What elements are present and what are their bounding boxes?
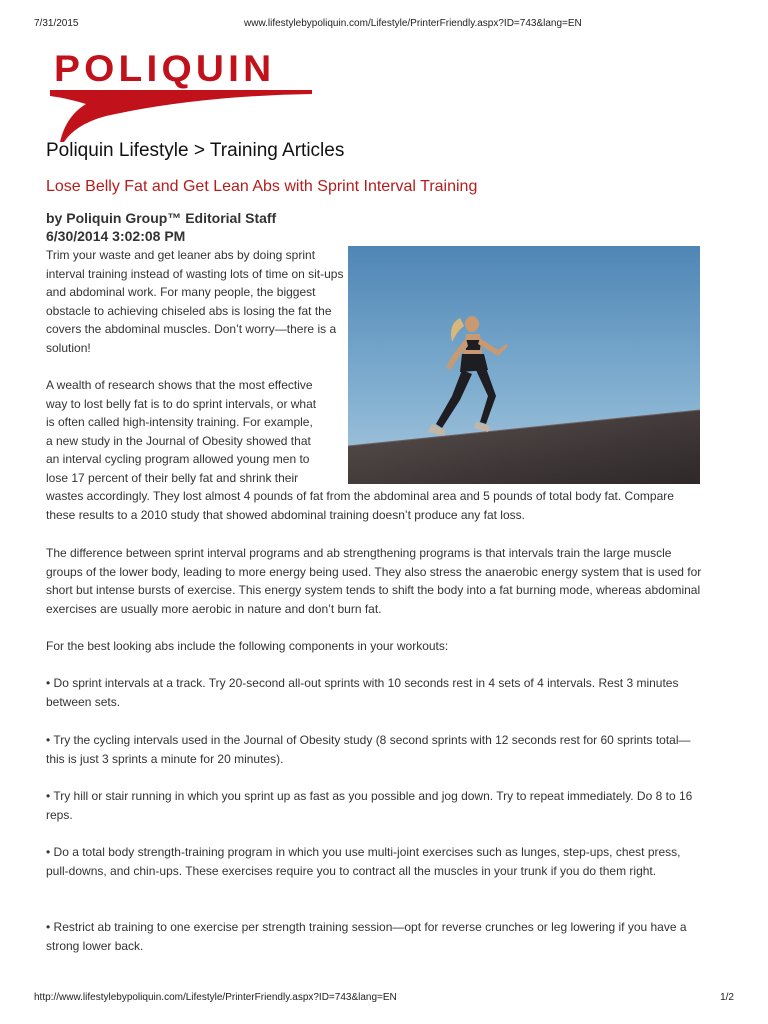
paragraph-line: lose 17 percent of their belly fat and shrink their [46, 470, 299, 485]
bullet-item: • Try hill or stair running in which you sprint up as fast as you possible and jog down. Try to repeat immediately. Do 8 to 16 reps. [46, 789, 693, 822]
article-title: Lose Belly Fat and Get Lean Abs with Sprint Interval Training [46, 178, 478, 195]
paragraph-difference: The difference between sprint interval programs and ab strengthening programs is that intervals train the large muscle groups of the lower body, leading to more energy being used. They also stress the anaerobic energy system that is used for short but intense bursts of exercise. This energy system tends to shift the body into a fat burning mode, whereas abdominal exercises are usually more aerobic in nature and don’t burn fat. [46, 546, 702, 616]
bullet-item: • Do a total body strength-training program in which you use multi-joint exercises such as lunges, step-ups, chest press, pull-downs, and chin-ups. These exercises require you to contract all the muscles in your trunk if you do them right. [46, 845, 681, 878]
paragraph-line: A wealth of research shows that the most effective [46, 378, 313, 392]
print-footer [34, 992, 734, 1006]
byline [46, 209, 276, 245]
paragraph-research-continued: wastes accordingly. They lost almost 4 pounds of fat from the abdominal area and 5 pounds of total body fat. Compare these results to a 2010 study that showed abdominal training doesn’t produce any fat loss. [46, 489, 674, 522]
print-header [34, 18, 734, 32]
page-number: 1/2 [720, 992, 734, 1003]
paragraph-line: a new study in the Journal of Obesity showed that [46, 433, 311, 448]
poliquin-logo [46, 46, 314, 142]
paragraph-research [46, 376, 346, 487]
hero-image-runner [348, 246, 700, 484]
paragraph-line: an interval cycling program allowed young men to [46, 452, 310, 466]
bullet-item: • Do sprint intervals at a track. Try 20-second all-out sprints with 10 seconds rest in 4 sets of 4 intervals. Rest 3 minutes between sets. [46, 676, 679, 709]
logo-text: POLIQUIN [54, 48, 276, 89]
paragraph-intro: Trim your waste and get leaner abs by doing sprint interval training instead of wasting lots of time on sit-ups and abdominal work. For many people, the biggest obstacle to achieving chiseled abs is losing the fat the covers the abdominal muscles. Don’t worry—there is a solution! [46, 248, 344, 355]
paragraph-line: way to lost belly fat is to do sprint intervals, or what [46, 396, 317, 411]
bullet-item: • Try the cycling intervals used in the Journal of Obesity study (8 second sprints with 12 seconds rest for 60 sprints total—this is just 3 sprints a minute for 20 minutes). [46, 733, 691, 766]
bullet-item: • Restrict ab training to one exercise per strength training session—opt for reverse crunches or leg lowering if you have a strong lower back. [46, 920, 687, 953]
print-date: 7/31/2015 [34, 18, 79, 29]
paragraph-line: is often called high-intensity training. For example, [46, 415, 313, 429]
print-url: www.lifestylebypoliquin.com/Lifestyle/PrinterFriendly.aspx?ID=743&lang=EN [244, 18, 582, 29]
footer-url: http://www.lifestylebypoliquin.com/Lifestyle/PrinterFriendly.aspx?ID=743&lang=EN [34, 992, 397, 1003]
article-date: 6/30/2014 3:02:08 PM [46, 228, 186, 244]
article-author: by Poliquin Group™ Editorial Staff [46, 210, 277, 226]
paragraph-components-intro: For the best looking abs include the following components in your workouts: [46, 639, 449, 653]
breadcrumb: Poliquin Lifestyle > Training Articles [46, 140, 345, 161]
